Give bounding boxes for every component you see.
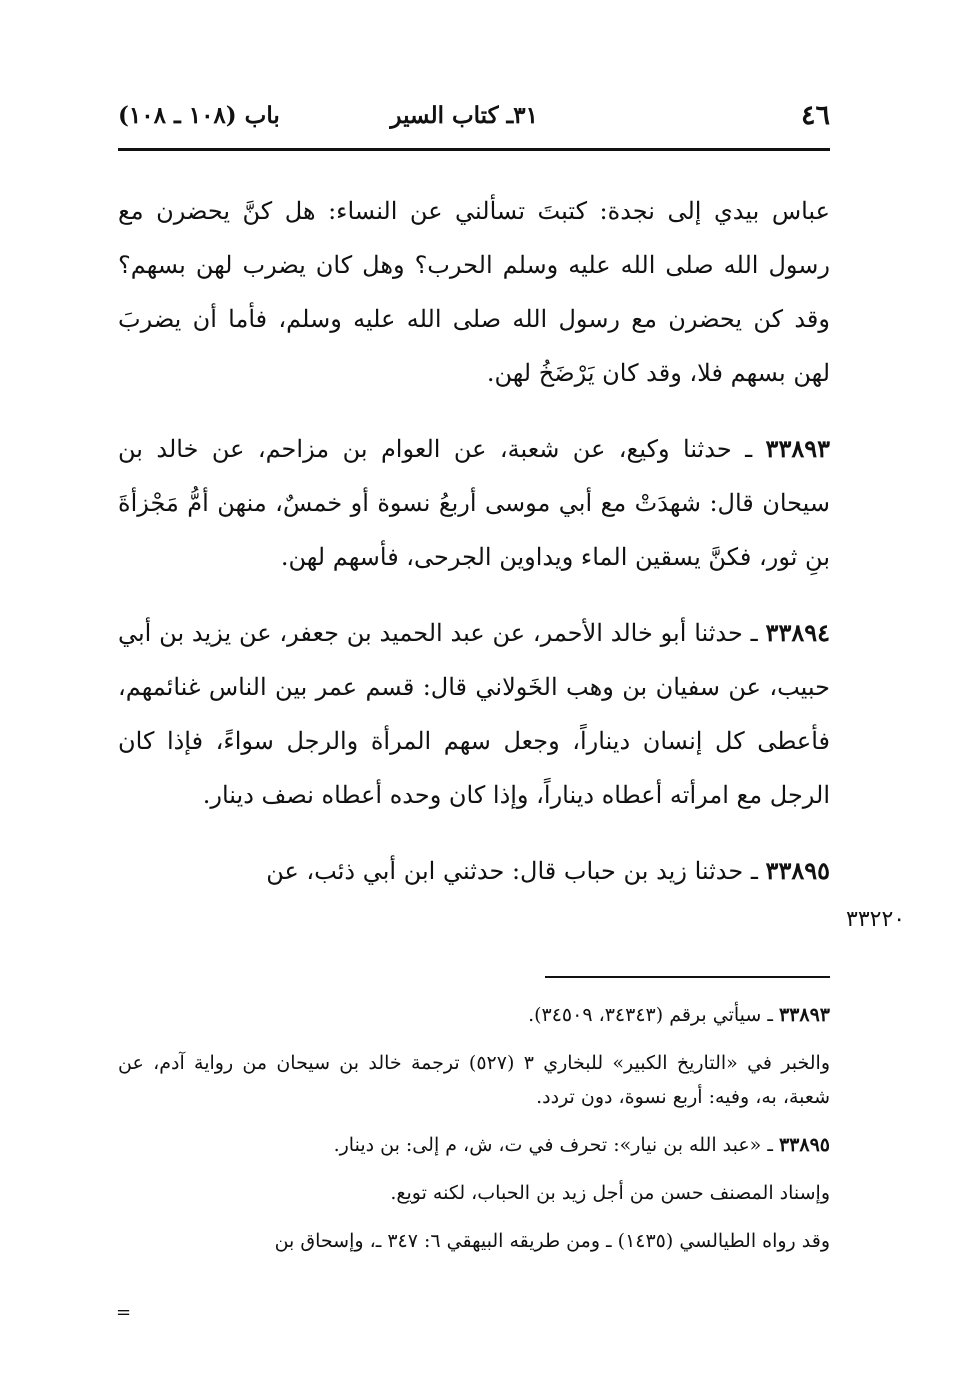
hadith-33895	[118, 844, 830, 898]
page-header	[118, 100, 830, 142]
footnote-number: ٣٣٨٩٣	[778, 1004, 830, 1026]
footnote-text: ـ «عبد الله بن نيار»: تحرف في ت، ش، م إلى: بن دينار.	[333, 1134, 773, 1156]
paragraph-text: عباس بيدي إلى نجدة: كتبتَ تسألني عن النساء: هل كنَّ يحضرن مع رسول الله صلى الله عليه وسلم الحرب؟ وهل كان يضرب لهن بسهم؟ وقد كن يحضرن مع رسول الله صلى الله عليه وسلم، فأما أن يضربَ لهن بسهم فلا، وقد كان يَرْضَخُ لهن.	[118, 197, 830, 387]
footnote	[118, 998, 830, 1032]
chapter-range: باب (١٠٨ ـ ١٠٨)	[118, 102, 280, 129]
footnote	[118, 1046, 830, 1114]
main-text	[118, 184, 830, 920]
hadith-number: ٣٣٨٩٤	[765, 618, 830, 647]
footnote-text: وإسناد المصنف حسن من أجل زيد بن الحباب، لكنه تويع.	[390, 1182, 830, 1204]
footnotes	[118, 998, 830, 1272]
paragraph	[118, 184, 830, 400]
hadith-33894	[118, 606, 830, 822]
footnote-text: ـ سيأتي برقم (٣٤٣٤٣، ٣٤٥٠٩).	[528, 1004, 773, 1026]
margin-number: ٣٣٢٢٠	[846, 907, 906, 932]
paragraph-text: ـ حدثنا أبو خالد الأحمر، عن عبد الحميد بن جعفر، عن يزيد بن أبي حبيب، عن سفيان بن وهب الخَولاني قال: قسم عمر بين الناس غنائمهم، فأعطى كل إنسان ديناراً، وجعل سهم المرأة والرجل سواءً، فإذا كان الرجل مع امرأته أعطاه ديناراً، وإذا كان وحده أعطاه نصف دينار.	[118, 619, 831, 809]
hadith-33893	[118, 422, 830, 584]
footnote-number: ٣٣٨٩٥	[778, 1134, 830, 1156]
footnote	[118, 1128, 830, 1162]
paragraph-text: ـ حدثنا زيد بن حباب قال: حدثني ابن أبي ذئب، عن	[266, 857, 758, 885]
continuation-mark: =	[116, 1302, 132, 1323]
hadith-number: ٣٣٨٩٣	[765, 434, 830, 463]
footnote-text: والخبر في «التاريخ الكبير» للبخاري ٣ (٥٢٧) ترجمة خالد بن سيحان من رواية آدم، عن شعبة، به، وفيه: أربع نسوة، دون تردد.	[118, 1052, 831, 1108]
footnote-rule	[545, 976, 830, 978]
footnote-text: وقد رواه الطيالسي (١٤٣٥) ـ ومن طريقه البيهقي ٦: ٣٤٧ ـ، وإسحاق بن	[274, 1230, 830, 1252]
hadith-number: ٣٣٨٩٥	[765, 856, 830, 885]
book-title: ٣١ـ كتاب السير	[390, 102, 538, 129]
paragraph-text: ـ حدثنا وكيع، عن شعبة، عن العوام بن مزاحم، عن خالد بن سيحان قال: شهدَتْ مع أبي موسى أربعُ نسوة أو خمسٌ، منهن أمُّ مَجْزأةَ بنِ ثور، فكنَّ يسقين الماء ويداوين الجرحى، فأسهم لهن.	[118, 435, 830, 571]
footnote	[118, 1176, 830, 1210]
footnote	[118, 1224, 830, 1258]
header-rule	[118, 148, 830, 151]
page-number: ٤٦	[800, 100, 830, 131]
